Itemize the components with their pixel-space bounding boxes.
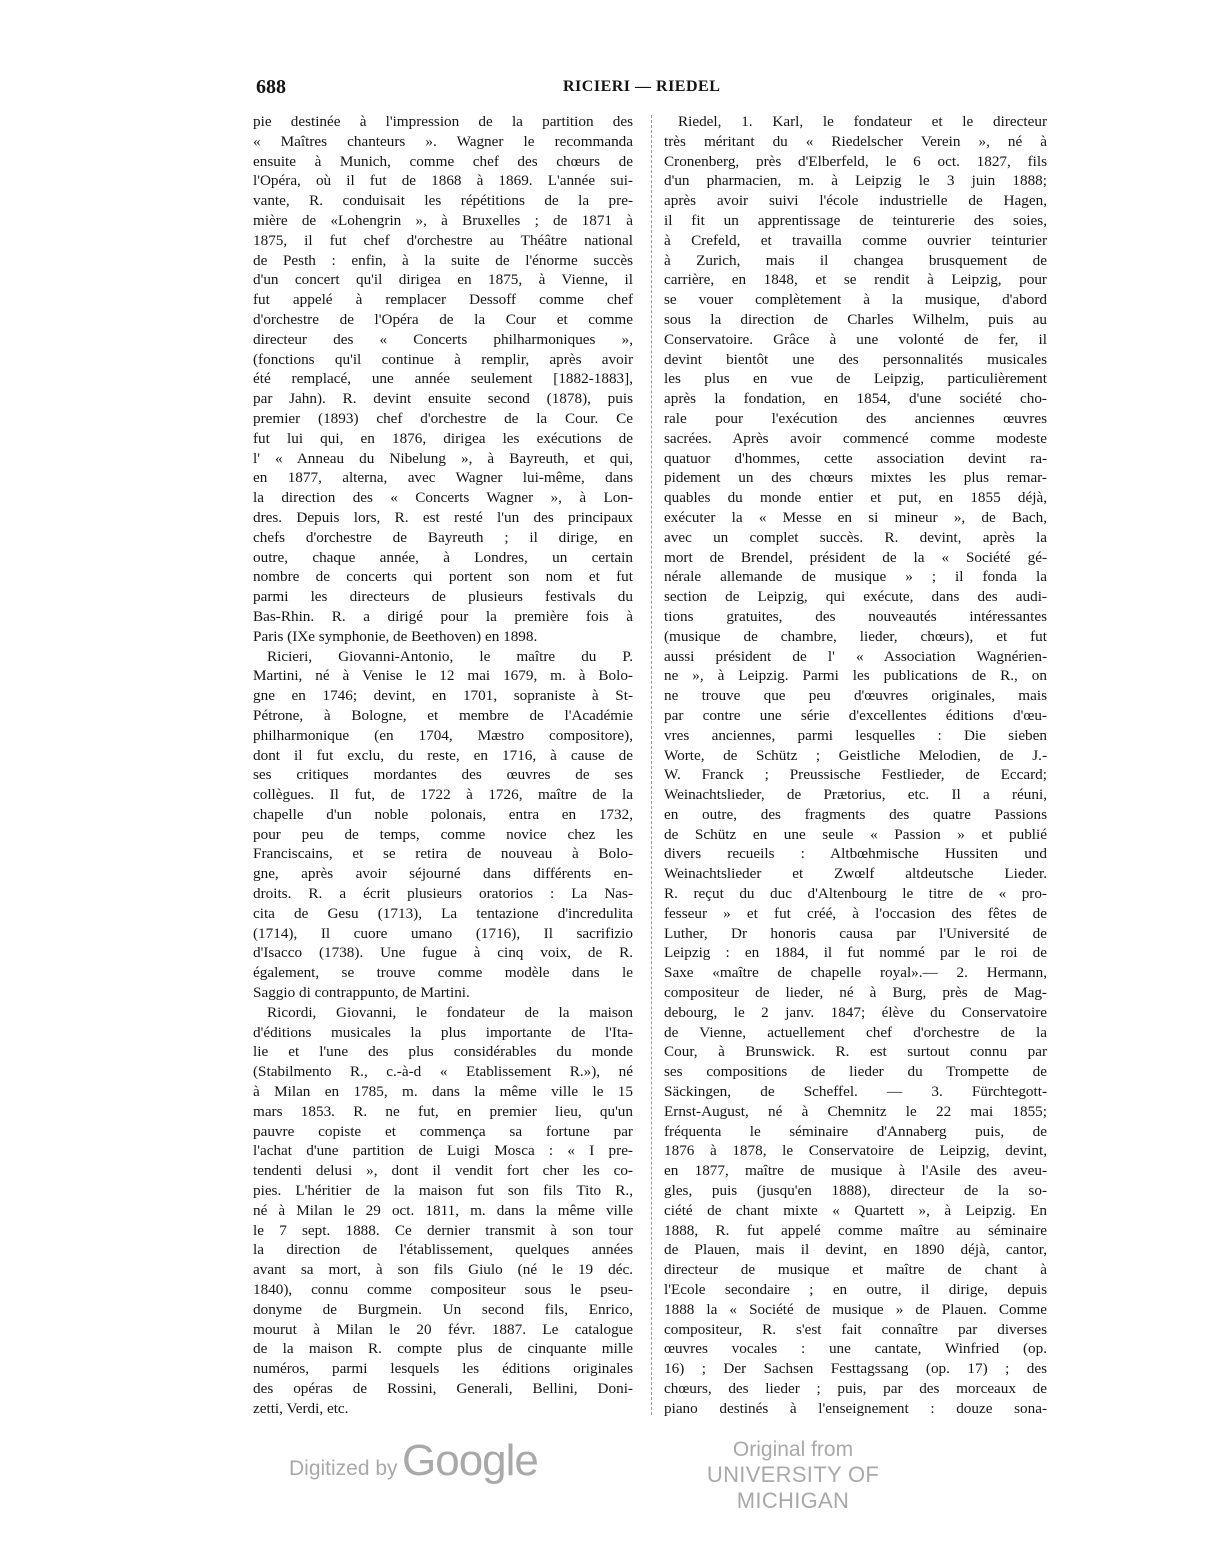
text-line: (musique de chambre, lieder, chœurs), et fut — [664, 627, 1047, 645]
text-line: fut appelé à remplacer Dessoff comme chef — [253, 291, 633, 309]
text-line: été remplacé, une année seulement [1882-1883], — [253, 370, 633, 388]
text-line: Riedel, 1. Karl, le fondateur et le directeur — [678, 113, 1047, 130]
text-line: né à Milan le 29 oct. 1811, m. dans la même ville — [253, 1201, 633, 1219]
text-line: « Maîtres chanteurs ». Wagner le recommanda — [253, 132, 633, 150]
text-line: piano destinés à l'enseignement : douze sona- — [664, 1399, 1047, 1417]
text-line: donyme de Burgmein. Un second fils, Enrico, — [253, 1300, 633, 1318]
text-line: Bas-Rhin. R. a dirigé pour la première fois à — [253, 607, 633, 625]
text-line: très méritant du « Riedelscher Verein », né à — [664, 132, 1047, 150]
text-line: lie et l'une des plus considérables du monde — [253, 1043, 633, 1061]
text-line: avec un complet succès. R. devint, après la — [664, 528, 1047, 546]
text-line: après avoir suivi l'école industrielle de Hagen, — [664, 192, 1047, 210]
university-text: UNIVERSITY OF MICHIGAN — [706, 1462, 880, 1513]
text-line: Ernst-August, né à Chemnitz le 22 mai 1855; — [664, 1102, 1047, 1120]
text-line: l' « Anneau du Nibelung », à Bayreuth, et qui, — [253, 449, 633, 467]
text-line: par contre une série d'excellentes éditions d'œu- — [664, 706, 1047, 724]
text-line: le 7 sept. 1888. Ce dernier transmit à son tour — [253, 1221, 633, 1239]
text-line: quables du monde entier et put, en 1855 déjà, — [664, 489, 1047, 507]
text-line: aussi président de l' « Association Wagnérien- — [664, 647, 1047, 665]
text-line: gne, après avoir séjourné dans différents en- — [253, 865, 633, 883]
text-line: se vouer complètement à la musique, d'abord — [664, 291, 1047, 309]
text-line: pies. L'héritier de la maison fut son fils Tito R., — [253, 1182, 633, 1200]
text-line: Paris (IXe symphonie, de Beethoven) en 1898. — [253, 627, 538, 645]
text-line: en outre, des fragments des quatre Passions — [664, 805, 1047, 823]
text-line: nombre de concerts qui portent son nom et fut — [253, 568, 633, 586]
text-line: œuvres vocales : une cantate, Winfried (op. — [664, 1340, 1047, 1358]
text-line: zetti, Verdi, etc. — [253, 1399, 349, 1417]
text-line: Worte, de Schütz ; Geistliche Melodien, de J.- — [664, 746, 1047, 764]
text-line: dont il fut exclu, du reste, en 1716, à cause de — [253, 746, 633, 764]
text-line: ciété de chant mixte « Quartett », à Leipzig. En — [664, 1201, 1047, 1219]
text-line: à Milan en 1785, m. dans la même ville le 15 — [253, 1083, 633, 1101]
text-line: par Jahn). R. devint ensuite second (1878), puis — [253, 390, 633, 408]
text-line: rale pour l'exécution des anciennes œuvres — [664, 409, 1047, 427]
text-line: 1888, R. fut appelé comme maître au séminaire — [664, 1221, 1047, 1239]
text-line: chefs d'orchestre de Bayreuth ; il dirige, en — [253, 528, 633, 546]
text-line: gne en 1746; devint, en 1701, sopraniste à St- — [253, 687, 633, 705]
text-line: fesseur » et fut créé, à l'occasion des fêtes de — [664, 904, 1047, 922]
text-line: à Crefeld, et travailla comme ouvrier teinturier — [664, 231, 1047, 249]
text-line: ses critiques mordantes des œuvres de ses — [253, 766, 633, 784]
text-line: tions gratuites, des nouveautés intéressantes — [664, 607, 1047, 625]
text-line: Conservatoire. Grâce à une volonté de fer, il — [664, 330, 1047, 348]
text-line: parmi les directeurs de plusieurs festivals du — [253, 588, 633, 606]
left-column — [253, 112, 633, 1419]
text-line: gles, puis (jusqu'en 1888), directeur de la so- — [664, 1182, 1047, 1200]
text-line: l'Opéra, où il fut de 1868 à 1869. L'année sui- — [253, 172, 633, 190]
text-line: vante, R. conduisait les répétitions de la pre- — [253, 192, 633, 210]
text-line: compositeur, R. s'est fait connaître par diverses — [664, 1320, 1047, 1338]
text-line: Ricieri, Giovanni-Antonio, le maître du P. — [267, 647, 633, 665]
text-line: Luther, Dr honoris causa par l'Université de — [664, 924, 1047, 942]
text-line: compositeur de lieder, né à Burg, près de Mag- — [664, 984, 1047, 1002]
text-line: numéros, parmi lesquels les éditions originales — [253, 1360, 633, 1378]
text-line: de Vienne, actuellement chef d'orchestre de la — [664, 1023, 1047, 1041]
text-line: à Zurich, mais il changea brusquement de — [664, 251, 1047, 269]
text-line: la direction des « Concerts Wagner », à Lon- — [253, 489, 633, 507]
text-line: en 1877, maître de musique à l'Asile des aveu- — [664, 1162, 1047, 1180]
text-line: d'un concert qu'il dirigea en 1875, à Vienne, il — [253, 271, 633, 289]
text-line: ne », à Leipzig. Parmi les publications de R., on — [664, 667, 1047, 685]
text-line: l'Ecole secondaire ; en outre, il dirige, depuis — [664, 1281, 1047, 1299]
text-line: divers recueils : Altbœhmische Hussiten und — [664, 845, 1047, 863]
text-line: des opéras de Rossini, Generali, Bellini, Doni- — [253, 1380, 633, 1397]
text-line: mière de «Lohengrin », à Bruxelles ; de 1871 à — [253, 211, 633, 229]
text-line: de Pesth : enfin, à la suite de l'énorme succès — [253, 251, 633, 269]
text-line: mourut à Milan le 20 févr. 1887. Le catalogue — [253, 1320, 633, 1338]
text-line: d'Isacco (1738). Une fugue à cinq voix, de R. — [253, 944, 633, 962]
text-line: directeur des « Concerts philharmoniques », — [253, 330, 633, 348]
text-line: outre, chaque année, à Londres, un certain — [253, 548, 633, 566]
text-line: 1875, il fut chef d'orchestre au Théâtre national — [253, 231, 633, 249]
text-line: mars 1853. R. ne fut, en premier lieu, qu'un — [253, 1102, 633, 1120]
text-line: de Plauen, mais il devint, en 1890 déjà, cantor, — [664, 1241, 1047, 1259]
text-line: mort de Brendel, président de la « Société gé- — [664, 548, 1047, 566]
text-line: (Stabilmento R., c.-à-d « Etablissement R.»), né — [253, 1063, 633, 1081]
column-divider — [651, 115, 652, 1415]
text-line: carrière, en 1848, et se rendit à Leipzig, pour — [664, 271, 1047, 289]
text-line: pidement un des chœurs mixtes les plus remar- — [664, 469, 1047, 487]
text-line: devint bientôt une des personnalités musicales — [664, 350, 1047, 368]
text-line: W. Franck ; Preussische Festlieder, de Eccard; — [664, 766, 1047, 784]
text-line: cita de Gesu (1713), La tentazione d'incredulita — [253, 904, 633, 922]
text-line: pour peu de temps, comme novice chez les — [253, 825, 633, 843]
text-line: Franciscains, et se retira de nouveau à Bolo- — [253, 845, 633, 863]
text-line: section de Leipzig, qui exécute, dans des audi- — [664, 588, 1047, 606]
text-line: 1840), connu comme compositeur sous le pseu- — [253, 1281, 633, 1299]
digitized-by-text: Digitized by — [289, 1457, 398, 1480]
right-column — [664, 112, 1047, 1419]
text-line: droits. R. a écrit plusieurs oratorios : La Nas- — [253, 885, 633, 903]
text-line: chœurs, des lieder ; puis, par des morceaux de — [664, 1380, 1047, 1397]
text-line: tendenti delusi », dont il vendit fort cher les co- — [253, 1162, 633, 1180]
text-line: la direction de l'établissement, quelques années — [253, 1241, 633, 1259]
running-head: RICIERI — RIEDEL — [563, 78, 721, 95]
text-line: de Schütz en une seule « Passion » et publié — [664, 825, 1047, 843]
text-line: quatuor d'hommes, cette association devint ra- — [664, 449, 1047, 467]
text-line: nérale allemande de musique » ; il fonda la — [664, 568, 1047, 586]
google-logo: Google — [402, 1436, 538, 1485]
original-from-watermark — [668, 1438, 918, 1514]
text-line: Saxe «maître de chapelle royal».— 2. Hermann, — [664, 964, 1047, 982]
text-line: d'éditions musicales la plus importante de l'Ita- — [253, 1023, 633, 1041]
text-line: ne trouve que peu d'œuvres originales, mais — [664, 687, 1047, 705]
text-line: sous la direction de Charles Wilhelm, puis au — [664, 310, 1047, 328]
text-line: de la maison R. compte plus de cinquante mille — [253, 1340, 633, 1358]
text-line: l'achat d'une partition de Luigi Mosca : « I pre- — [253, 1142, 633, 1160]
text-line: également, se trouve comme modèle dans le — [253, 964, 633, 982]
text-line: Martini, né à Venise le 12 mai 1679, m. à Bolo- — [253, 667, 633, 685]
text-line: d'orchestre de l'Opéra de la Cour et comme — [253, 310, 633, 328]
page-number: 688 — [256, 76, 286, 98]
text-line: collègues. Il fut, de 1722 à 1726, maître de la — [253, 786, 633, 804]
text-line: (fonctions qu'il continue à remplir, après avoir — [253, 350, 633, 368]
text-line: dres. Depuis lors, R. est resté l'un des principaux — [253, 508, 633, 526]
text-line: il fit un apprentissage de teinturerie des soies, — [664, 211, 1047, 229]
text-line: Weinachtslieder et Zwœlf altdeutsche Lieder. — [664, 865, 1047, 883]
text-line: avant sa mort, à son fils Giulo (né le 19 déc. — [253, 1261, 633, 1279]
text-line: 1888 la « Société de musique » de Plauen. Comme — [664, 1300, 1047, 1318]
text-line: vres anciennes, parmi lesquelles : Die sieben — [664, 726, 1047, 744]
text-line: Ricordi, Giovanni, le fondateur de la maison — [267, 1003, 633, 1021]
text-line: fut lui qui, en 1876, dirigea les exécutions de — [253, 429, 633, 447]
text-line: Saggio di contrappunto, de Martini. — [253, 984, 470, 1002]
text-line: 16) ; Der Sachsen Festtagssang (op. 17) ; des — [664, 1360, 1047, 1378]
text-line: Säckingen, de Scheffel. — 3. Fürchtegott- — [664, 1083, 1047, 1101]
text-line: (1714), Il cuore umano (1716), Il sacrifizio — [253, 924, 633, 942]
text-line: 1876 à 1878, le Conservatoire de Leipzig, devint, — [664, 1142, 1047, 1160]
text-line: directeur de musique et maître de chant à — [664, 1261, 1047, 1279]
text-line: Cronenberg, près d'Elberfeld, le 6 oct. 1827, fils — [664, 152, 1047, 170]
text-line: philharmonique (en 1704, Mæstro compositore), — [253, 726, 633, 744]
text-line: Leipzig : en 1884, il fut nommé par le roi de — [664, 944, 1047, 962]
text-line: premier (1893) chef d'orchestre de la Cour. Ce — [253, 409, 633, 427]
text-line: d'un pharmacien, m. à Leipzig le 3 juin 1888; — [664, 172, 1047, 190]
text-line: les plus en vue de Leipzig, particulièrement — [664, 370, 1047, 388]
text-line: R. reçut du duc d'Altenbourg le titre de « pro- — [664, 885, 1047, 903]
text-line: debourg, le 2 janv. 1847; élève du Conservatoire — [664, 1003, 1047, 1021]
digitized-by-google-watermark — [289, 1436, 538, 1486]
text-line: pauvre copiste et commença sa fortune par — [253, 1122, 633, 1140]
text-line: sacrées. Après avoir commencé comme modeste — [664, 429, 1047, 447]
text-line: en 1877, alterna, avec Wagner lui-même, dans — [253, 469, 633, 487]
text-line: chapelle d'un noble polonais, entra en 1732, — [253, 805, 633, 823]
text-line: ses compositions de lieder du Trompette de — [664, 1063, 1047, 1081]
text-line: Cour, à Brunswick. R. est surtout connu par — [664, 1043, 1047, 1061]
text-line: fréquenta le séminaire d'Annaberg puis, de — [664, 1122, 1047, 1140]
text-line: exécuter la « Messe en si mineur », de Bach, — [664, 508, 1047, 526]
text-line: pie destinée à l'impression de la partition des — [253, 113, 633, 130]
text-line: après la fondation, en 1854, d'une société cho- — [664, 390, 1047, 408]
text-line: ensuite à Munich, comme chef des chœurs de — [253, 152, 633, 170]
original-from-text: Original from — [732, 1438, 854, 1461]
text-line: Weinachtslieder, de Prætorius, etc. Il a réuni, — [664, 786, 1047, 804]
text-line: Pétrone, à Bologne, et membre de l'Académie — [253, 706, 633, 724]
